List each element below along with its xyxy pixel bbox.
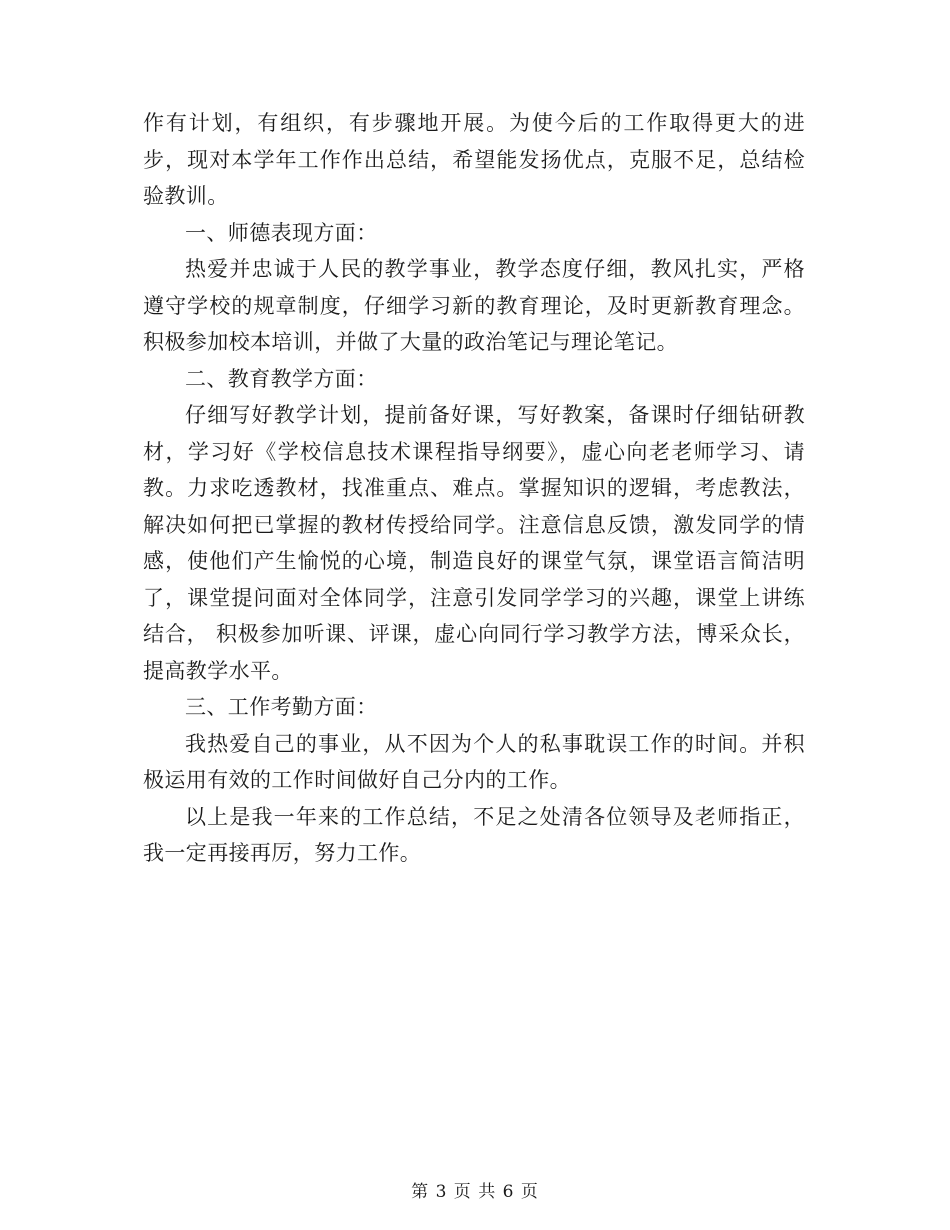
page-footer — [0, 1181, 950, 1203]
page-number-label: 第 3 页 共 6 页 — [411, 1182, 539, 1202]
section-heading-teacher-ethics: 一、师德表现方面： — [185, 220, 378, 245]
paragraph-teacher-ethics: 热爱并忠诚于人民的教学事业，教学态度仔细，教风扎实，严格遵守学校的规章制度，仔细学习新的教育理论，及时更新教育理念。积极参加校本培训，并做了大量的政治笔记与理论笔记。 — [143, 257, 805, 354]
paragraph-teaching: 仔细写好教学计划，提前备好课，写好教案，备课时仔细钻研教材，学习好《学校信息技术课程指导纲要》，虚心向老老师学习、请教。力求吃透教材，找准重点、难点。掌握知识的逻辑，考虑教法，解决如何把已掌握的教材传授给同学。注意信息反馈，激发同学的情感，使他们产生愉悦的心境，制造良好的课堂气氛，课堂语言简洁明了，课堂提问面对全体同学，注意引发同学学习的兴趣，课堂上讲练结合， 积极参加听课、评课，虚心向同行学习教学方法，博采众长，提高教学水平。 — [143, 403, 805, 683]
paragraph-closing: 以上是我一年来的工作总结，不足之处清各位领导及老师指正，我一定再接再厉，努力工作。 — [143, 804, 805, 865]
paragraph-intro-continuation: 作有计划，有组织，有步骤地开展。为使今后的工作取得更大的进步，现对本学年工作作出总结，希望能发扬优点，克服不足，总结检验教训。 — [143, 111, 805, 208]
document-body — [143, 105, 805, 872]
section-heading-teaching: 二、教育教学方面： — [185, 366, 378, 391]
section-heading-attendance: 三、工作考勤方面： — [185, 695, 378, 719]
paragraph-attendance: 我热爱自己的事业，从不因为个人的私事耽误工作的时间。并积极运用有效的工作时间做好自己分内的工作。 — [143, 731, 805, 792]
